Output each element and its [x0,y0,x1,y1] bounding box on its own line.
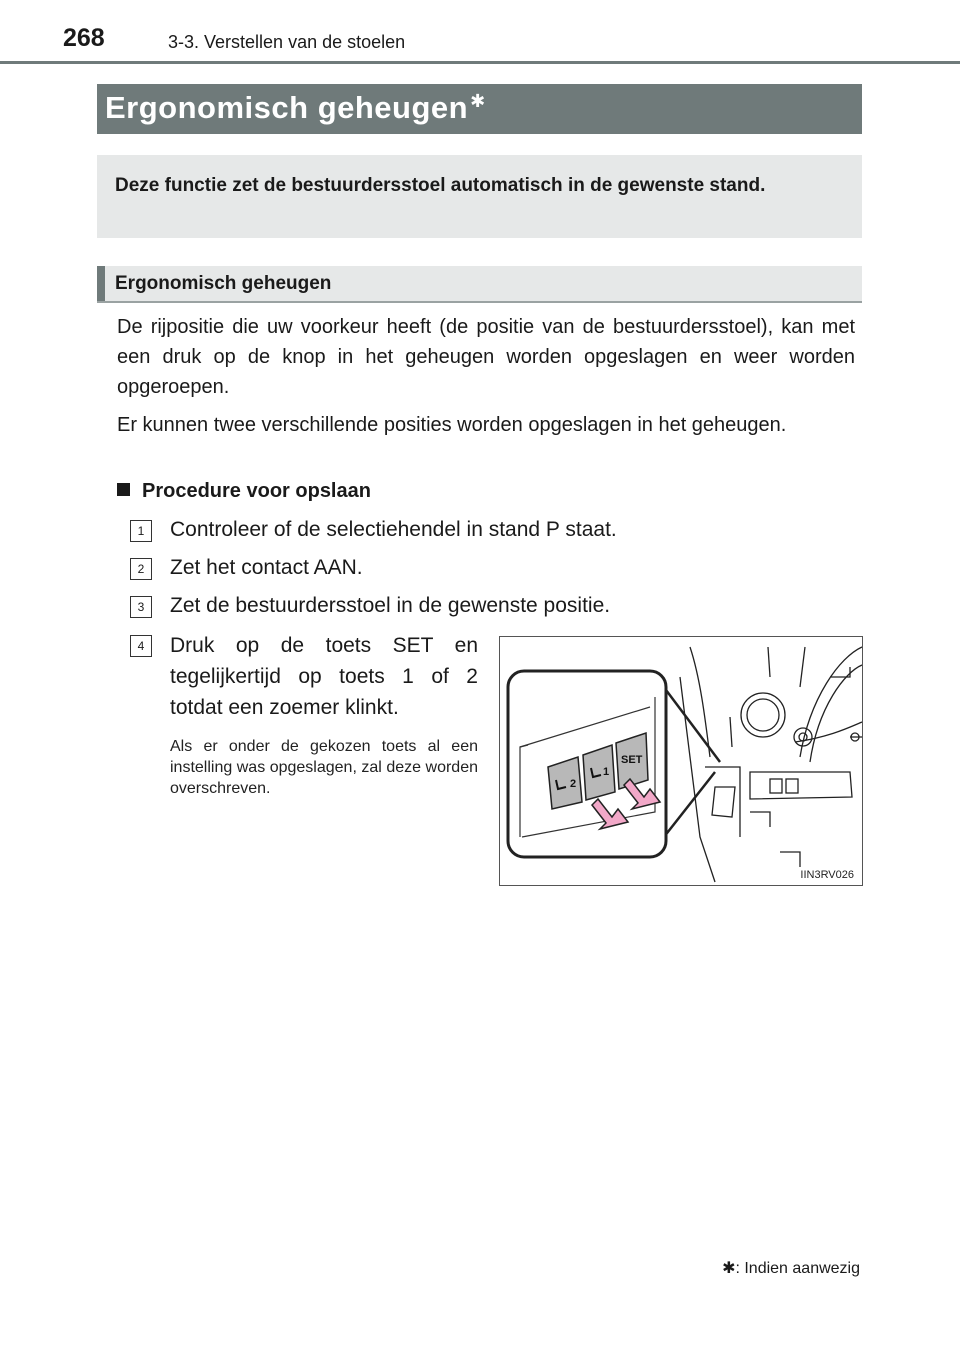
procedure-heading [117,480,371,503]
step-number: 3 [130,596,152,618]
step-text: Controleer of de selectiehendel in stand P staat. [170,518,617,541]
intro-text: Deze functie zet de bestuurdersstoel automatisch in de gewenste stand. [115,175,766,196]
header-rule [0,61,960,64]
title-bar [97,84,862,134]
subsection-bar [97,266,862,303]
step-text: Zet de bestuurdersstoel in de gewenste positie. [170,594,611,617]
figure-code: IIN3RV026 [800,869,854,881]
page-title [105,90,486,126]
step-number: 4 [130,635,152,657]
page-number: 268 [63,24,105,52]
step-number: 2 [130,558,152,580]
button-1-label: 1 [603,766,610,778]
button-set-label: SET [621,754,643,766]
intro-box [97,155,862,238]
page-header [63,24,863,64]
subsection-accent [97,266,105,301]
asterisk-mark: ✱ [470,90,486,111]
footnote [722,1258,860,1278]
step-number: 1 [130,520,152,542]
footnote-text: : Indien aanwezig [735,1260,860,1277]
subsection-title: Ergonomisch geheugen [115,273,332,294]
memory-button-illustration [499,636,863,886]
dashboard-illustration [500,637,862,885]
body-paragraph-2: Er kunnen twee verschillende posities worden opgeslagen in het geheugen. [117,414,787,436]
step-4-text: Druk op de toets SET en tegelijkertijd op toets 1 of 2 totdat een zoemer klinkt. [170,634,478,719]
step-text: Zet het contact AAN. [170,556,363,579]
button-2-label: 2 [570,778,577,790]
asterisk-icon: ✱ [722,1260,736,1277]
section-reference: 3-3. Verstellen van de stoelen [168,32,406,52]
step-note: Als er onder de gekozen toets al een instelling was opgeslagen, zal deze worden overschreven. [170,738,478,797]
page-title-text: Ergonomisch geheugen [105,90,469,125]
body-paragraph-1: De rijpositie die uw voorkeur heeft (de positie van de bestuurdersstoel), kan met een druk op de knop in het geheugen worden opgeslagen en weer worden opgeroepen. [117,316,855,398]
procedure-heading-text: Procedure voor opslaan [142,480,371,502]
square-bullet-icon [117,483,130,496]
